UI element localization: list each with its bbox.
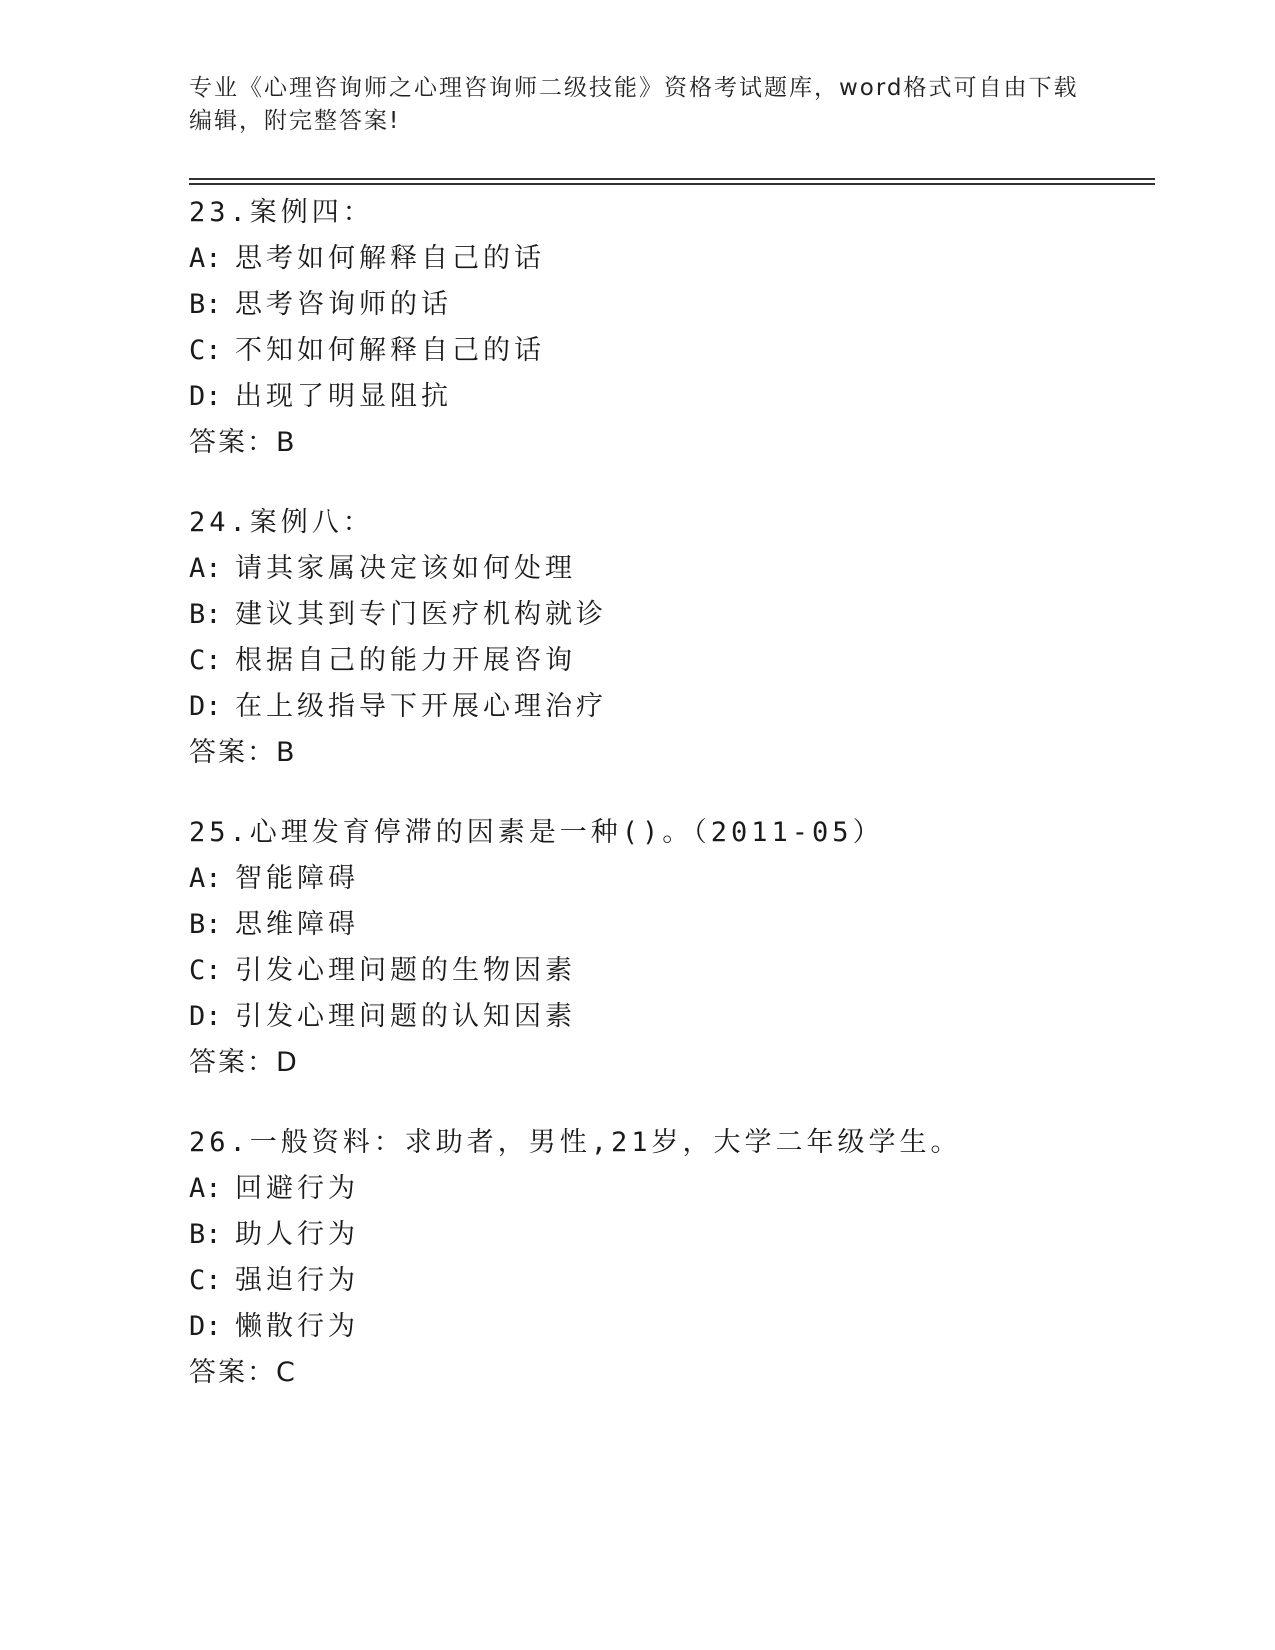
- option-text: 思考如何解释自己的话: [235, 243, 545, 274]
- header-divider: [189, 178, 1155, 188]
- question-item: [189, 500, 1149, 776]
- answer-line: 答案：B: [189, 427, 297, 458]
- option-key: A:: [189, 243, 222, 274]
- question-stem: 26.一般资料：求助者，男性,21岁，大学二年级学生。: [189, 1127, 962, 1158]
- option-d: [189, 374, 1149, 420]
- option-d: [189, 994, 1149, 1040]
- option-key: C:: [189, 955, 222, 986]
- question-stem: 24.案例八：: [189, 507, 374, 538]
- question-stem: 23.案例四：: [189, 197, 374, 228]
- option-a: [189, 856, 1149, 902]
- option-key: A:: [189, 553, 222, 584]
- option-text: 回避行为: [235, 1173, 359, 1204]
- answer-line: 答案：D: [189, 1047, 299, 1078]
- divider-line-top: [189, 178, 1155, 180]
- answer-line: 答案：B: [189, 737, 297, 768]
- divider-line-bottom: [189, 183, 1155, 185]
- option-text: 建议其到专门医疗机构就诊: [235, 599, 607, 630]
- option-text: 引发心理问题的认知因素: [235, 1001, 576, 1032]
- option-key: D:: [189, 691, 222, 722]
- header-line-1: 专业《心理咨询师之心理咨询师二级技能》资格考试题库，word格式可自由下载: [189, 75, 1079, 101]
- header-line-2: 编辑，附完整答案!: [189, 108, 401, 134]
- option-b: [189, 1212, 1149, 1258]
- option-text: 引发心理问题的生物因素: [235, 955, 576, 986]
- question-item: [189, 810, 1149, 1086]
- option-c: [189, 328, 1149, 374]
- option-key: D:: [189, 1311, 222, 1342]
- option-key: C:: [189, 1265, 222, 1296]
- option-text: 不知如何解释自己的话: [235, 335, 545, 366]
- option-c: [189, 638, 1149, 684]
- option-text: 助人行为: [235, 1219, 359, 1250]
- option-text: 思维障碍: [235, 909, 359, 940]
- option-b: [189, 902, 1149, 948]
- option-c: [189, 948, 1149, 994]
- option-key: D:: [189, 1001, 222, 1032]
- option-text: 请其家属决定该如何处理: [235, 553, 576, 584]
- option-key: C:: [189, 645, 222, 676]
- option-text: 根据自己的能力开展咨询: [235, 645, 576, 676]
- option-text: 强迫行为: [235, 1265, 359, 1296]
- option-key: B:: [189, 909, 222, 940]
- option-key: B:: [189, 599, 222, 630]
- option-key: A:: [189, 863, 222, 894]
- option-a: [189, 546, 1149, 592]
- option-text: 思考咨询师的话: [235, 289, 452, 320]
- option-c: [189, 1258, 1149, 1304]
- option-key: A:: [189, 1173, 222, 1204]
- option-key: B:: [189, 1219, 222, 1250]
- option-d: [189, 1304, 1149, 1350]
- question-stem: 25.心理发育停滞的因素是一种()。（2011-05）: [189, 817, 884, 848]
- option-key: D:: [189, 381, 222, 412]
- question-item: [189, 1120, 1149, 1396]
- option-text: 在上级指导下开展心理治疗: [235, 691, 607, 722]
- option-text: 出现了明显阻抗: [235, 381, 452, 412]
- option-text: 懒散行为: [235, 1311, 359, 1342]
- option-key: C:: [189, 335, 222, 366]
- option-key: B:: [189, 289, 222, 320]
- option-a: [189, 1166, 1149, 1212]
- option-text: 智能障碍: [235, 863, 359, 894]
- question-list: [189, 190, 1149, 1430]
- option-d: [189, 684, 1149, 730]
- document-header: [189, 72, 1089, 138]
- option-b: [189, 282, 1149, 328]
- answer-line: 答案：C: [189, 1357, 297, 1388]
- option-a: [189, 236, 1149, 282]
- question-item: [189, 190, 1149, 466]
- option-b: [189, 592, 1149, 638]
